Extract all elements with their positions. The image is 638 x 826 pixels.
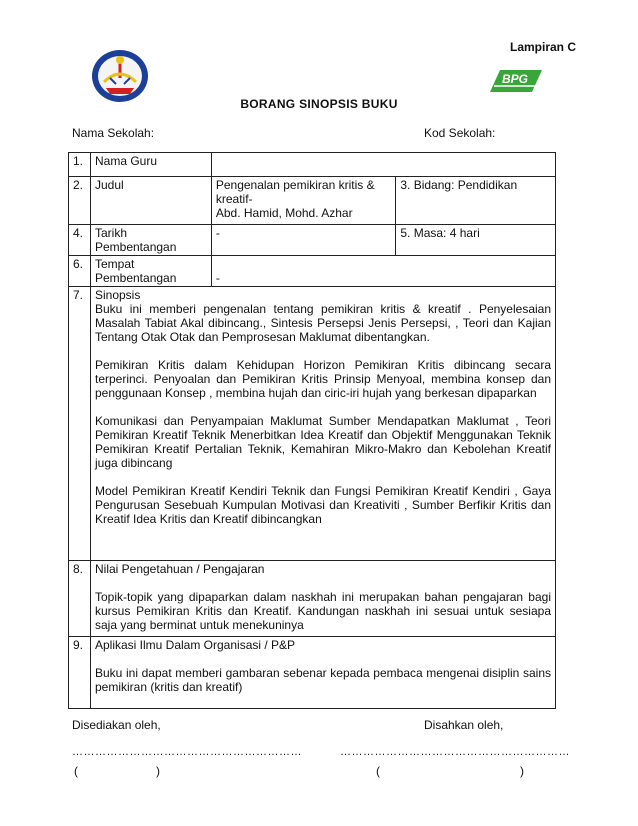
nama-sekolah-label: Nama Sekolah: bbox=[72, 126, 155, 140]
name-paren-close-left: ) bbox=[156, 764, 160, 778]
judul-line: Abd. Hamid, Mohd. Azhar bbox=[215, 206, 353, 220]
tempat-value: - bbox=[211, 256, 555, 287]
aplikasi-paragraph: Buku ini dapat memberi gambaran sebenar kepada pembaca mengenai disiplin sains pemikiran (kritis dan kreatif) bbox=[94, 666, 551, 694]
form-title: BORANG SINOPSIS BUKU bbox=[240, 97, 398, 111]
name-paren-close-right: ) bbox=[520, 764, 524, 778]
label-line: Pembentangan bbox=[94, 271, 177, 285]
row-number: 4. bbox=[69, 225, 91, 256]
row-label: Judul bbox=[90, 177, 211, 225]
label-line: Tempat bbox=[94, 257, 135, 271]
row-number: 8. bbox=[69, 561, 91, 637]
sinopsis-paragraph: Komunikasi dan Penyampaian Maklumat Sumber Mendapatkan Maklumat , Teori Pemikiran Kreatif Teknik Menerbitkan Idea Kreatif dan Objektif Menggunakan Teknik Pemikiran Kreatif Pertalian Teknik, Kemahiran Mikro-Makro dan Kebolehan Kreatif juga dibincang bbox=[94, 414, 551, 470]
ministry-crest-logo bbox=[90, 48, 150, 104]
row-label: Nama Guru bbox=[90, 153, 211, 177]
disediakan-label: Disediakan oleh, bbox=[72, 718, 161, 732]
row-nilai bbox=[69, 561, 556, 637]
masa-value: 5. Masa: 4 hari bbox=[396, 225, 556, 256]
row-judul bbox=[69, 177, 556, 225]
sinopsis-paragraph: Model Pemikiran Kreatif Kendiri Teknik dan Fungsi Pemikiran Kreatif Kendiri , Gaya Pengurusan Sesebuah Kumpulan Motivasi dan Kreativiti , Sumber Berfikir Kritis dan Kreatif Idea Kritis dan Kreatif dibincangkan bbox=[94, 484, 551, 526]
nilai-content bbox=[90, 561, 555, 637]
row-tarikh bbox=[69, 225, 556, 256]
row-label: Sinopsis bbox=[94, 288, 141, 302]
row-label bbox=[90, 225, 211, 256]
row-tempat bbox=[69, 256, 556, 287]
row-aplikasi bbox=[69, 637, 556, 709]
row-label: Nilai Pengetahuan / Pengajaran bbox=[94, 562, 265, 576]
row-number: 2. bbox=[69, 177, 91, 225]
kod-sekolah-label: Kod Sekolah: bbox=[424, 126, 496, 140]
lampiran-label: Lampiran C bbox=[509, 40, 576, 54]
tarikh-value: - bbox=[211, 225, 396, 256]
label-line: Pembentangan bbox=[94, 240, 177, 254]
disahkan-label: Disahkan oleh, bbox=[424, 718, 504, 732]
bpg-logo bbox=[486, 66, 544, 96]
nama-guru-value[interactable] bbox=[211, 153, 555, 177]
label-line: Tarikh bbox=[94, 226, 127, 240]
row-nama-guru bbox=[69, 153, 556, 177]
sinopsis-paragraph: Pemikiran Kritis dalam Kehidupan Horizon Pemikiran Kritis dibincang secara terperinci. Penyoalan dan Pemikiran Kritis Prinsip Menyoal, membina konsep dan penggunaan Konsep , membina hujah dan ciric-iri hujah yang berkesan dipaparkan bbox=[94, 358, 551, 400]
judul-value bbox=[211, 177, 396, 225]
row-label bbox=[90, 256, 211, 287]
signature-line-left[interactable]: …………………………………………………… bbox=[72, 746, 302, 758]
synopsis-form-table bbox=[68, 152, 556, 709]
aplikasi-content bbox=[90, 637, 555, 709]
nilai-paragraph: Topik-topik yang dipaparkan dalam naskhah ini merupakan bahan pengajaran bagi kursus Pemikiran Kritis dan Kreatif. Kandungan naskhah ini sesuai untuk sesiapa saja yang berminat untuk menekuninya bbox=[94, 590, 551, 632]
row-sinopsis bbox=[69, 287, 556, 561]
name-paren-open-left: ( bbox=[74, 764, 78, 778]
bpg-logo-text: BPG bbox=[501, 72, 529, 86]
row-label: Aplikasi Ilmu Dalam Organisasi / P&P bbox=[94, 638, 296, 652]
sinopsis-content bbox=[90, 287, 555, 561]
signature-line-right[interactable]: …………………………………………………… bbox=[340, 746, 570, 758]
row-number: 1. bbox=[69, 153, 91, 177]
sinopsis-paragraph: Buku ini memberi pengenalan tentang pemikiran kritis & kreatif . Penyelesaian Masalah Tabiat Akal dibincang., Sintesis Persepsi Jenis Persepsi, , Teori dan Kajian Tentang Otak Otak dan Pemprosesan Maklumat dibentangkan. bbox=[94, 302, 551, 344]
name-paren-open-right: ( bbox=[376, 764, 380, 778]
judul-line: kreatif- bbox=[215, 192, 253, 206]
bidang-value: 3. Bidang: Pendidikan bbox=[396, 177, 556, 225]
row-number: 6. bbox=[69, 256, 91, 287]
judul-line: Pengenalan pemikiran kritis & bbox=[215, 178, 375, 192]
row-number: 7. bbox=[69, 287, 91, 561]
row-number: 9. bbox=[69, 637, 91, 709]
